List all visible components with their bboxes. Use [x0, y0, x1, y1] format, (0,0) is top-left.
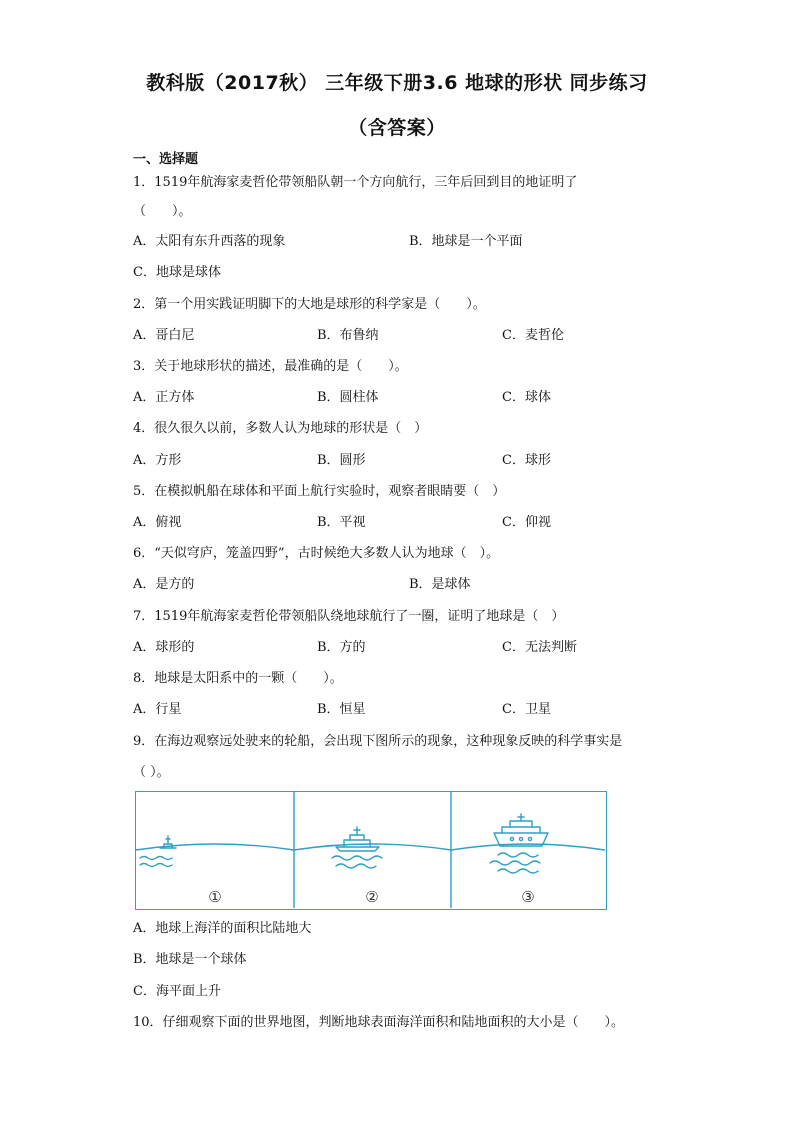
section-heading: 一、选择题: [133, 152, 199, 167]
question-9-option-b[interactable]: B．地球是一个球体: [133, 952, 247, 967]
question-3-option-c[interactable]: C．球体: [502, 390, 551, 405]
question-1-option-b[interactable]: B．地球是一个平面: [409, 234, 523, 249]
question-7-option-a[interactable]: A．球形的: [133, 640, 195, 655]
worksheet-subtitle: （含答案）: [348, 117, 446, 139]
question-8-option-a[interactable]: A．行星: [133, 702, 182, 717]
question-6-line-1: 6．“天似穹庐，笼盖四野”，古时候绝大多数人认为地球（ ）。: [133, 546, 500, 561]
question-8-option-c[interactable]: C．卫星: [502, 702, 551, 717]
wave-lines-3: [490, 853, 540, 873]
question-6-option-a[interactable]: A．是方的: [133, 577, 195, 592]
question-6-option-b[interactable]: B．是球体: [409, 577, 471, 592]
ship-horizon-figure: [135, 791, 607, 910]
question-2-option-b[interactable]: B．布鲁纳: [317, 328, 379, 343]
question-5-option-c[interactable]: C．仰视: [502, 515, 551, 530]
ship-upper-icon: [336, 827, 379, 851]
question-1-option-a[interactable]: A．太阳有东升西落的现象: [133, 234, 286, 249]
question-4-option-b[interactable]: B．圆形: [317, 453, 366, 468]
question-7-option-c[interactable]: C．无法判断: [502, 640, 577, 655]
worksheet-title: 教科版（2017秋） 三年级下册3.6 地球的形状 同步练习: [146, 72, 648, 94]
question-4-line-1: 4．很久很久以前，多数人认为地球的形状是（ ）: [133, 421, 428, 436]
question-9-option-c[interactable]: C．海平面上升: [133, 984, 221, 999]
question-8-option-b[interactable]: B．恒星: [317, 702, 366, 717]
question-5-option-a[interactable]: A．俯视: [133, 515, 182, 530]
question-3-option-a[interactable]: A．正方体: [133, 390, 195, 405]
question-1-option-c[interactable]: C．地球是球体: [133, 265, 221, 280]
question-1-line-2: （ ）。: [133, 204, 192, 219]
sea-horizon-1: [136, 844, 294, 850]
question-2-option-c[interactable]: C．麦哲伦: [502, 328, 564, 343]
panel-label-3: ③: [521, 888, 535, 906]
question-7-line-1: 7．1519年航海家麦哲伦带领船队绕地球航行了一圈，证明了地球是（ ）: [133, 609, 565, 624]
question-7-option-b[interactable]: B．方的: [317, 640, 366, 655]
wave-lines-1: [140, 857, 172, 867]
question-8-line-1: 8．地球是太阳系中的一颗（ ）。: [133, 671, 343, 686]
question-2-line-1: 2．第一个用实践证明脚下的大地是球形的科学家是（ ）。: [133, 297, 486, 312]
question-5-line-1: 5．在模拟帆船在球体和平面上航行实验时，观察者眼睛要（ ）: [133, 484, 506, 499]
sea-horizon-3: [451, 844, 605, 850]
question-10-line-1: 10．仔细观察下面的世界地图，判断地球表面海洋面积和陆地面积的大小是（ ）。: [133, 1015, 625, 1030]
question-4-option-a[interactable]: A．方形: [133, 453, 182, 468]
panel-label-1: ①: [208, 888, 222, 906]
panel-label-2: ②: [365, 888, 379, 906]
ship-full-icon: [494, 814, 548, 846]
question-4-option-c[interactable]: C．球形: [502, 453, 551, 468]
question-1-line-1: 1．1519年航海家麦哲伦带领船队朝一个方向航行，三年后回到目的地证明了: [133, 175, 578, 190]
question-9-line-2: （ ）。: [133, 765, 170, 780]
question-2-option-a[interactable]: A．哥白尼: [133, 328, 195, 343]
question-5-option-b[interactable]: B．平视: [317, 515, 366, 530]
question-9-option-a[interactable]: A．地球上海洋的面积比陆地大: [133, 921, 312, 936]
wave-lines-2: [332, 856, 382, 868]
question-3-line-1: 3．关于地球形状的描述，最准确的是（ ）。: [133, 359, 408, 374]
question-3-option-b[interactable]: B．圆柱体: [317, 390, 379, 405]
question-9-line-1: 9．在海边观察远处驶来的轮船，会出现下图所示的现象，这种现象反映的科学事实是: [133, 734, 623, 749]
